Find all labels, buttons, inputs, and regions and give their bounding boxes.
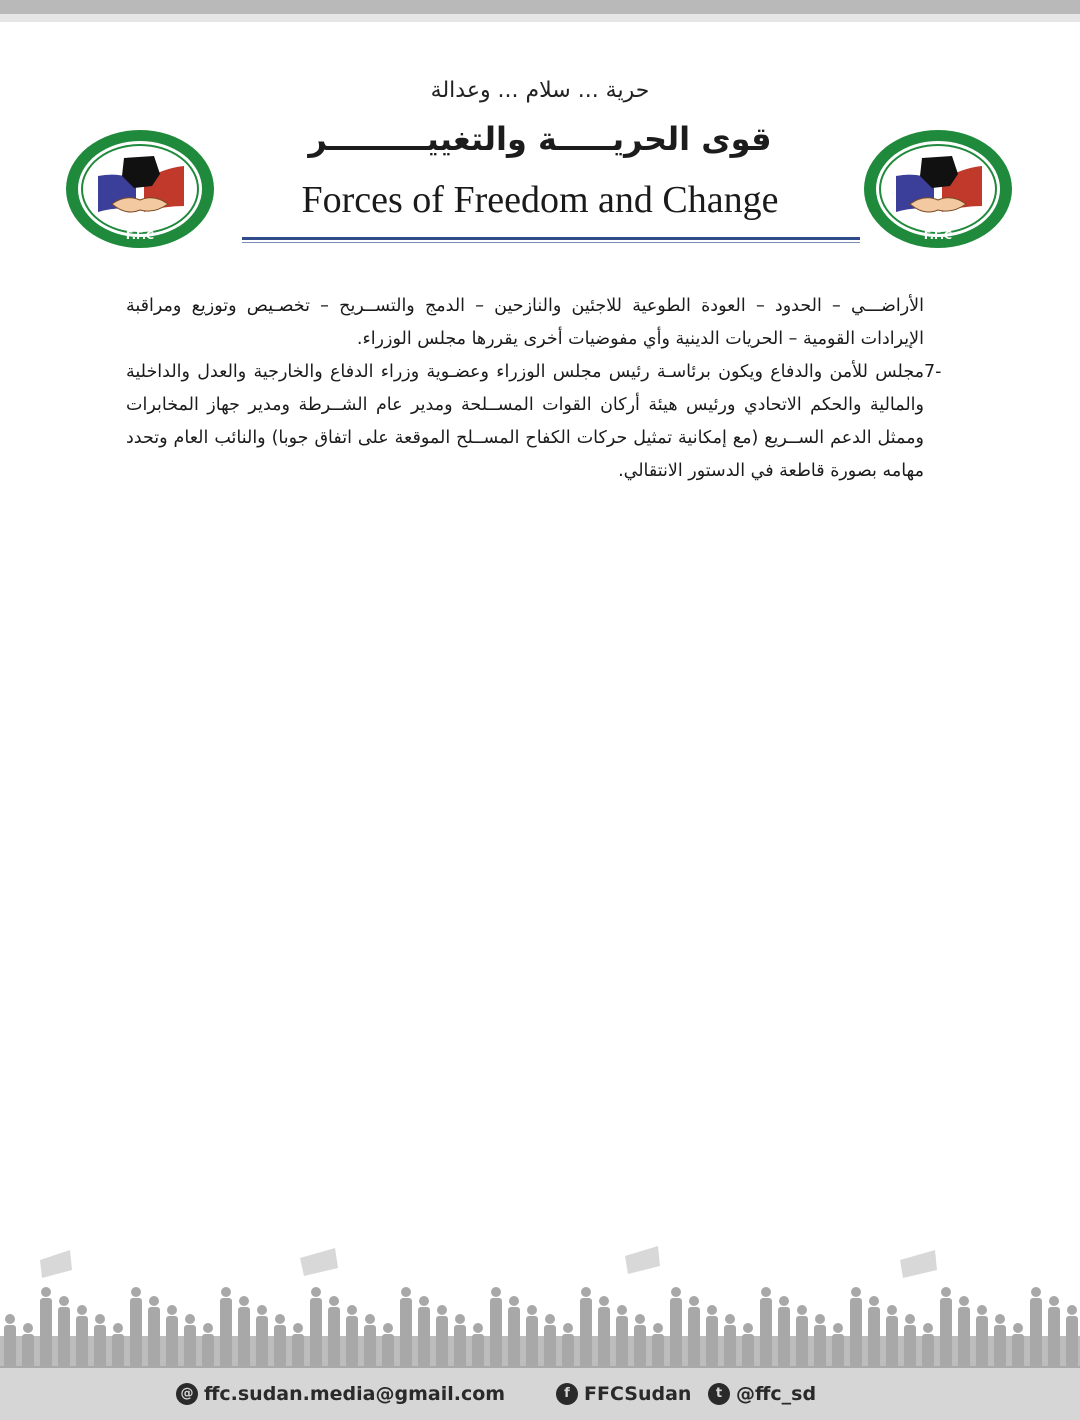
header-rule-thin [242, 242, 860, 243]
crowd-figure-body [850, 1298, 862, 1368]
top-band [0, 0, 1080, 14]
crowd-figure-body [1066, 1316, 1078, 1368]
crowd-figure-body [76, 1316, 88, 1368]
crowd-figure-head [59, 1296, 69, 1306]
crowd-figure-head [635, 1314, 645, 1324]
crowd-figure-body [868, 1307, 880, 1368]
crowd-figure-body [508, 1307, 520, 1368]
crowd-figure-head [5, 1314, 15, 1324]
crowd-figure-head [419, 1296, 429, 1306]
crowd-figure-head [23, 1323, 33, 1333]
crowd-figure-head [77, 1305, 87, 1315]
crowd-figure-body [490, 1298, 502, 1368]
document-body [126, 290, 942, 488]
crowd-figure-body [112, 1334, 124, 1368]
footer-email[interactable] [176, 1381, 505, 1407]
crowd-figure-body [22, 1334, 34, 1368]
crowd-figure-body [598, 1307, 610, 1368]
header-rule [242, 237, 860, 240]
crowd-figure-head [743, 1323, 753, 1333]
crowd-figure-body [4, 1325, 16, 1368]
twitter-icon: t [708, 1383, 730, 1405]
crowd-figure-head [293, 1323, 303, 1333]
org-name-arabic: قوى الحريـــــة والتغييـــــــــر [308, 120, 772, 158]
crowd-figure-body [940, 1298, 952, 1368]
crowd-figure-head [779, 1296, 789, 1306]
paragraph-continuation: الأراضـــي – الحدود – العودة الطوعية للاجئين والنازحين – الدمج والتســريح – تخصـيص وتوزيع ومراقبة الإيرادات القومية – الحريات الدينية وأي مفوضيات أخرى يقررها مجلس الوزراء. [126, 296, 924, 349]
crowd-figure-head [1049, 1296, 1059, 1306]
crowd-figure-head [887, 1305, 897, 1315]
footer-facebook[interactable] [556, 1381, 691, 1407]
crowd-figure-body [346, 1316, 358, 1368]
org-name-english: Forces of Freedom and Change [301, 179, 779, 221]
list-item-text: مجلس للأمن والدفاع ويكون برئاسـة رئيس مجلس الوزراء وعضـوية وزراء الدفاع والخارجية والعدل والداخلية والمالية والحكم الاتحادي ورئيس هيئة أركان القوات المســلحة ومدير عام الشــرطة ومدير جهاز المخابرات وممثل الدعم الســريع (مع إمكانية تمثيل حركات الكفاح المســلح الموقعة على اتفاق جوبا) والنائب العام وتحدد مهامه بصورة قاطعة في الدستور الانتقالي. [126, 362, 924, 481]
crowd-figure-head [95, 1314, 105, 1324]
crowd-figure-head [1031, 1287, 1041, 1297]
crowd-figure-head [1013, 1323, 1023, 1333]
crowd-figure-body [130, 1298, 142, 1368]
crowd-figure-head [797, 1305, 807, 1315]
crowd-figure-body [472, 1334, 484, 1368]
crowd-figure-body [994, 1325, 1006, 1368]
crowd-figure-head [851, 1287, 861, 1297]
crowd-figure-head [347, 1305, 357, 1315]
crowd-figure-head [545, 1314, 555, 1324]
crowd-figure-body [544, 1325, 556, 1368]
crowd-figure-body [94, 1325, 106, 1368]
crowd-figure-head [653, 1323, 663, 1333]
crowd-figure-body [760, 1298, 772, 1368]
crowd-figure-body [310, 1298, 322, 1368]
crowd-figure-head [239, 1296, 249, 1306]
crowd-figure-body [832, 1334, 844, 1368]
crowd-figure-head [959, 1296, 969, 1306]
crowd-figure-body [40, 1298, 52, 1368]
logo-ffc-label-right: F.F.C [923, 229, 953, 242]
crowd-figure-head [815, 1314, 825, 1324]
crowd-figure-head [401, 1287, 411, 1297]
crowd-figure-body [436, 1316, 448, 1368]
crowd-figure-body [238, 1307, 250, 1368]
crowd-figure-body [976, 1316, 988, 1368]
crowd-figure-head [977, 1305, 987, 1315]
crowd-figure-head [869, 1296, 879, 1306]
crowd-figure-head [581, 1287, 591, 1297]
crowd-figure-head [725, 1314, 735, 1324]
crowd-figure-body [256, 1316, 268, 1368]
crowd-figure-body [202, 1334, 214, 1368]
crowd-figure-body [922, 1334, 934, 1368]
footer-band [0, 1368, 1080, 1420]
crowd-figure-head [455, 1314, 465, 1324]
list-item [126, 356, 942, 488]
crowd-figure-head [311, 1287, 321, 1297]
slogan: حرية ... سلام ... وعدالة [430, 78, 650, 103]
crowd-figure-head [131, 1287, 141, 1297]
crowd-figure-body [292, 1334, 304, 1368]
crowd-figure-head [527, 1305, 537, 1315]
crowd-figure-body [580, 1298, 592, 1368]
crowd-figure-head [563, 1323, 573, 1333]
crowd-figure-body [652, 1334, 664, 1368]
crowd-figure-head [167, 1305, 177, 1315]
crowd-figure-body [904, 1325, 916, 1368]
crowd-figure-head [257, 1305, 267, 1315]
crowd-figure-head [329, 1296, 339, 1306]
twitter-handle: @ffc_sd [736, 1383, 817, 1405]
crowd-figure-body [184, 1325, 196, 1368]
facebook-handle: FFCSudan [584, 1383, 692, 1405]
crowd-figure-body [706, 1316, 718, 1368]
crowd-figure-body [148, 1307, 160, 1368]
crowd-figure-body [1012, 1334, 1024, 1368]
crowd-figure-body [778, 1307, 790, 1368]
crowd-figure-head [941, 1287, 951, 1297]
facebook-icon: f [556, 1383, 578, 1405]
crowd-figure-head [149, 1296, 159, 1306]
crowd-figure-body [724, 1325, 736, 1368]
crowd-figure-head [833, 1323, 843, 1333]
crowd-figure-head [221, 1287, 231, 1297]
email-icon: @ [176, 1383, 198, 1405]
crowd-figure-body [1048, 1307, 1060, 1368]
crowd-figure-body [886, 1316, 898, 1368]
crowd-figure-body [454, 1325, 466, 1368]
crowd-figure-head [185, 1314, 195, 1324]
crowd-figure-head [275, 1314, 285, 1324]
crowd-figure-body [58, 1307, 70, 1368]
crowd-figure-body [418, 1307, 430, 1368]
crowd-figure-head [509, 1296, 519, 1306]
crowd-figure-body [274, 1325, 286, 1368]
crowd-figure-head [689, 1296, 699, 1306]
crowd-figure-head [383, 1323, 393, 1333]
footer-twitter[interactable] [708, 1381, 816, 1407]
crowd-figure-head [761, 1287, 771, 1297]
crowd-figure-head [113, 1323, 123, 1333]
email-address: ffc.sudan.media@gmail.com [204, 1383, 506, 1405]
top-band-shadow [0, 14, 1080, 22]
crowd-figure-head [599, 1296, 609, 1306]
crowd-figure-head [995, 1314, 1005, 1324]
crowd-figure-body [814, 1325, 826, 1368]
crowd-figure-body [526, 1316, 538, 1368]
crowd-figure-body [220, 1298, 232, 1368]
crowd-figure-head [923, 1323, 933, 1333]
crowd-figure-head [905, 1314, 915, 1324]
crowd-figure-body [958, 1307, 970, 1368]
crowd-figure-body [688, 1307, 700, 1368]
crowd-figure-body [796, 1316, 808, 1368]
crowd-figure-body [742, 1334, 754, 1368]
logo-ffc-label-left: F.F.C [125, 229, 155, 242]
crowd-figure-body [166, 1316, 178, 1368]
crowd-figure-body [364, 1325, 376, 1368]
crowd-figure-body [328, 1307, 340, 1368]
crowd-figure-head [365, 1314, 375, 1324]
crowd-figure-body [634, 1325, 646, 1368]
crowd-figure-head [473, 1323, 483, 1333]
crowd-silhouette-banner [0, 1240, 1080, 1368]
crowd-figure-body [1030, 1298, 1042, 1368]
crowd-figure-body [400, 1298, 412, 1368]
crowd-figure-head [491, 1287, 501, 1297]
crowd-figure-head [1067, 1305, 1077, 1315]
crowd-figure-head [671, 1287, 681, 1297]
crowd-figure-body [616, 1316, 628, 1368]
crowd-figure-body [382, 1334, 394, 1368]
crowd-figure-head [437, 1305, 447, 1315]
crowd-figure-head [41, 1287, 51, 1297]
list-item-number: -7 [924, 362, 942, 382]
crowd-figure-head [617, 1305, 627, 1315]
crowd-figure-head [203, 1323, 213, 1333]
crowd-figure-body [562, 1334, 574, 1368]
crowd-figure-head [707, 1305, 717, 1315]
crowd-figure-body [670, 1298, 682, 1368]
